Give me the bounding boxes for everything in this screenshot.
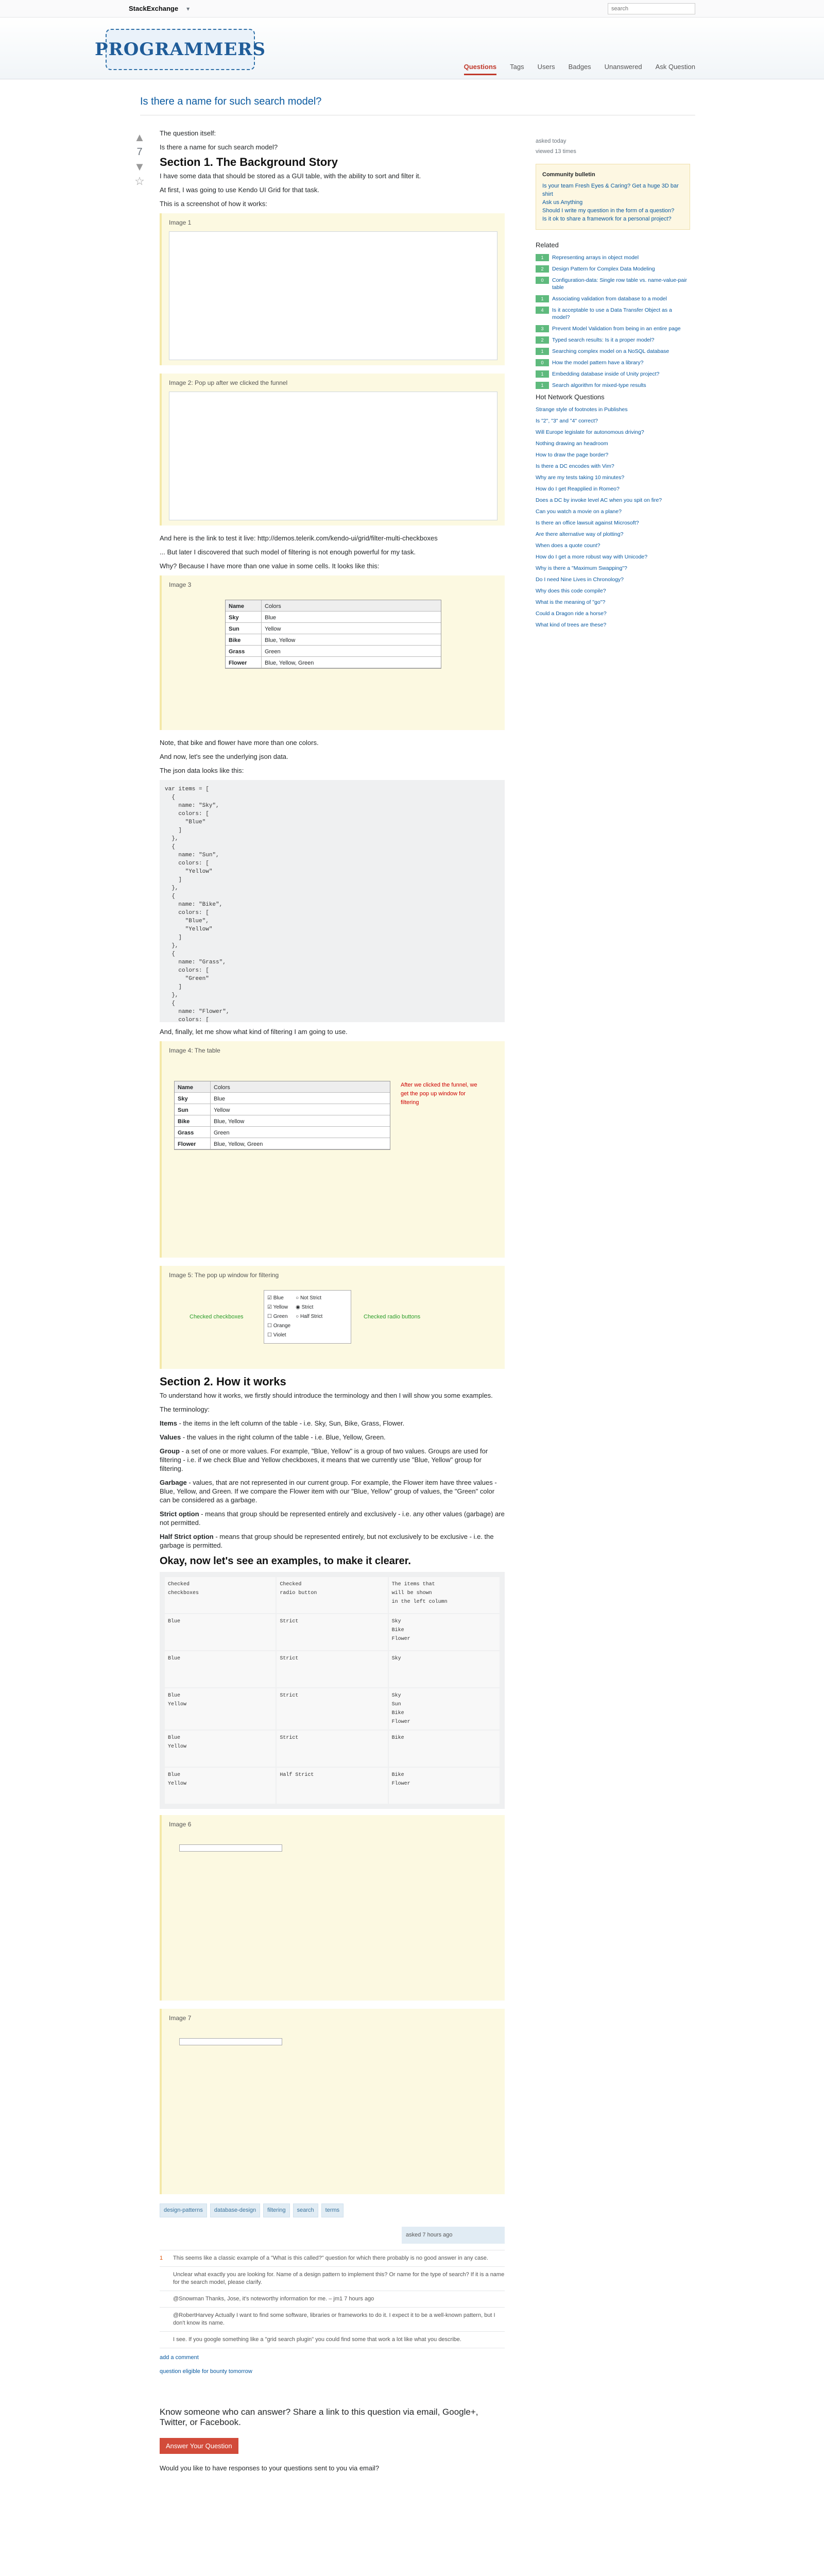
- comment: Unclear what exactly you are looking for. Name of a design pattern to implement this? Or name for the type of search? If it is a name for the search model, please clarify.: [160, 2267, 505, 2291]
- table-cell: Blue Yellow: [165, 1688, 276, 1730]
- table-header: The items that will be shown in the left column: [389, 1577, 500, 1613]
- hot-question[interactable]: Strange style of footnotes in Publishes: [536, 406, 628, 413]
- annotation-note: After we clicked the funnel, we get the pop up window for filtering: [401, 1082, 477, 1106]
- hot-questions-list: [536, 406, 690, 629]
- table-cell: Grass: [226, 646, 262, 656]
- hot-question[interactable]: Why does this code compile?: [536, 588, 606, 594]
- table-cell: Sun: [175, 1104, 211, 1115]
- top-bar: [0, 0, 824, 18]
- image-1-block: [160, 213, 505, 365]
- json-code-block: var items = [ { name: "Sky", colors: [ "Blue" ] }, { name: "Sun", colors: [ "Yellow" ] }, { name: "Bike", colors: [ "Blue", "Yellow" ] }, { name: "Grass", colors: [ "Green" ] }, { name: "Flower", colors: [: [160, 780, 505, 1022]
- filter-popup-example: [179, 2038, 282, 2045]
- radio-half-strict[interactable]: ○ Half Strict: [296, 1314, 323, 1319]
- table-header-colors: Colors: [214, 1084, 230, 1091]
- table-header-colors: Colors: [265, 603, 281, 609]
- main-nav: [464, 63, 695, 75]
- share-prompt: Know someone who can answer? Share a link to this question via email, Google+, Twitter, or Facebook.: [160, 2407, 478, 2427]
- kendo-grid-screenshot: [169, 231, 497, 360]
- table-cell: Sky: [226, 612, 262, 622]
- vote-cell: [129, 129, 150, 190]
- table-cell: Bike: [175, 1115, 211, 1126]
- table-cell: Yellow: [265, 626, 281, 632]
- paragraph: And now, let's see the underlying json data.: [160, 753, 288, 760]
- section-2-heading: Section 2. How it works: [160, 1375, 286, 1388]
- tag[interactable]: filtering: [263, 2204, 289, 2217]
- table-cell: Blue: [214, 1096, 226, 1102]
- paragraph: The terminology:: [160, 1405, 210, 1413]
- table-cell: Grass: [175, 1127, 211, 1138]
- table-cell: Green: [265, 649, 281, 655]
- site-switcher[interactable]: StackExchange: [129, 5, 179, 12]
- section-1-heading: Section 1. The Background Story: [160, 156, 338, 168]
- hot-question[interactable]: Is "2", "3" and "4" correct?: [536, 418, 598, 424]
- comment: @RobertHarvey Actually I want to find some software, libraries or frameworks to do it. I expect it to be a well-known pattern, but I don't know its name.: [160, 2308, 505, 2332]
- vote-count: 7: [136, 146, 143, 158]
- favorite-star-icon[interactable]: ☆: [134, 175, 145, 188]
- image-6-block: [160, 1815, 505, 2001]
- question-body: [160, 129, 505, 2376]
- examples-heading: Okay, now let's see an examples, to make it clearer.: [160, 1555, 411, 1567]
- hot-question[interactable]: Will Europe legislate for autonomous driving?: [536, 429, 644, 435]
- table-cell: Blue Yellow: [165, 1768, 276, 1804]
- filter-popup: [264, 1290, 351, 1344]
- table-cell: Blue, Yellow: [214, 1118, 245, 1125]
- table-cell: Blue, Yellow, Green: [265, 660, 314, 666]
- checkbox-blue[interactable]: ☑ Blue: [267, 1295, 284, 1301]
- site-header: [0, 18, 824, 79]
- intro-question: Is there a name for such search model?: [160, 143, 278, 151]
- table-cell: Sky: [175, 1093, 211, 1104]
- related-item[interactable]: 0 How the model pattern have a library?: [536, 359, 690, 366]
- notify-prompt[interactable]: Would you like to have responses to your questions sent to you via email?: [160, 2464, 380, 2472]
- checked-checkboxes-label: Checked checkboxes: [190, 1313, 244, 1320]
- answer-button[interactable]: Answer Your Question: [160, 2438, 238, 2454]
- table-header-name: Name: [175, 1081, 211, 1092]
- related-item[interactable]: 1 Searching complex model on a NoSQL database: [536, 348, 690, 355]
- hot-question[interactable]: When does a quote count?: [536, 543, 600, 549]
- bounty-notice: question eligible for bounty tomorrow: [160, 2368, 252, 2375]
- image-caption: Image 7: [169, 2014, 192, 2022]
- examples-table: [160, 1572, 505, 1809]
- hot-question[interactable]: Is there an office lawsuit against Microsoft?: [536, 520, 639, 526]
- nav-tags[interactable]: Tags: [510, 63, 524, 71]
- nav-badges[interactable]: Badges: [568, 63, 591, 71]
- paragraph: Why? Because I have more than one value in some cells. It looks like this:: [160, 562, 380, 570]
- radio-strict[interactable]: ◉ Strict: [296, 1304, 314, 1310]
- checkbox-yellow[interactable]: ☑ Yellow: [267, 1304, 288, 1310]
- table-cell: Blue: [165, 1614, 276, 1650]
- checkbox-orange[interactable]: ☐ Orange: [267, 1323, 291, 1329]
- table-header: Checked radio button: [277, 1577, 387, 1613]
- related-item[interactable]: 2 Design Pattern for Complex Data Modeling: [536, 265, 690, 273]
- table-cell: Strict: [277, 1731, 387, 1767]
- image-2-block: [160, 374, 505, 526]
- image-3-block: [160, 575, 505, 730]
- paragraph: This is a screenshot of how it works:: [160, 200, 267, 208]
- owner-card: asked 7 hours ago: [402, 2227, 505, 2244]
- table-cell: Bike: [389, 1731, 500, 1767]
- paragraph: And, finally, let me show what kind of filtering I am going to use.: [160, 1028, 348, 1036]
- question-main: [129, 129, 520, 2472]
- comment: I see. If you google something like a "grid search plugin" you could find some that work a lot like what you describe.: [160, 2332, 505, 2348]
- answer-section: [160, 2407, 505, 2472]
- hot-question[interactable]: How do I get a more robust way with Unicode?: [536, 554, 648, 560]
- community-bulletin: Community bulletin Is your team Fresh Eyes & Caring? Get a huge 3D bar shirt Ask us Anything Should I write my question in the form of a question? Is it ok to share a framework for a personal project?: [536, 164, 690, 230]
- sidebar: [536, 129, 690, 2472]
- table-header: Checked checkboxes: [165, 1577, 276, 1613]
- table-cell: Bike Flower: [389, 1768, 500, 1804]
- nav-users[interactable]: Users: [537, 63, 555, 71]
- hot-question[interactable]: Is there a DC encodes with Vim?: [536, 463, 614, 469]
- paragraph: ... But later I discovered that such model of filtering is not enough powerful for my task.: [160, 548, 416, 556]
- image-caption: Image 3: [169, 581, 192, 588]
- paragraph: Note, that bike and flower have more than one colors.: [160, 739, 319, 747]
- table-cell: Blue: [265, 615, 277, 621]
- kendo-grid-popup-screenshot: [169, 392, 497, 520]
- table-cell: Flower: [226, 657, 262, 668]
- table-cell: Sky Bike Flower: [389, 1614, 500, 1650]
- search-input[interactable]: [608, 3, 695, 14]
- term-definition: Group - a set of one or more values. For example, "Blue, Yellow" is a group of two values. Groups are used for filtering - i.e. if we check Blue and Yellow checkboxes, it means that we currently use "Blue, Yellow" group for filtering.: [160, 1447, 488, 1472]
- related-item[interactable]: 4 Is it acceptable to use a Data Transfer Object as a model?: [536, 307, 690, 321]
- related-item[interactable]: 0 Configuration-data: Single row table vs. name-value-pair table: [536, 277, 690, 291]
- tag[interactable]: terms: [321, 2204, 344, 2217]
- term-definition: Values - the values in the right column of the table - i.e. Blue, Yellow, Green.: [160, 1433, 386, 1441]
- site-logo[interactable]: PROGRAMMERS: [106, 29, 255, 70]
- table-cell: Strict: [277, 1614, 387, 1650]
- image-caption: Image 6: [169, 1821, 192, 1828]
- related-list: [536, 254, 690, 389]
- paragraph: To understand how it works, we firstly should introduce the terminology and then I will show you some examples.: [160, 1392, 493, 1399]
- related-item[interactable]: 1 Associating validation from database to a model: [536, 295, 690, 302]
- paragraph: The json data looks like this:: [160, 767, 244, 774]
- intro-line: The question itself:: [160, 129, 216, 137]
- term-definition: Garbage - values, that are not represented in our current group. For example, the Flower item have three values - Blue, Yellow, and Green. If we compare the Flower item with our "Blue, Yellow" group of values, the "Green" color can be considered as a garbage.: [160, 1479, 497, 1504]
- image-caption: Image 4: The table: [169, 1047, 220, 1054]
- image-caption: Image 5: The pop up window for filtering: [169, 1272, 279, 1279]
- paragraph: I have some data that should be stored as a GUI table, with the ability to sort and filter it.: [160, 172, 421, 180]
- add-comment-link[interactable]: add a comment: [160, 2354, 199, 2361]
- hot-question[interactable]: Why are my tests taking 10 minutes?: [536, 474, 625, 481]
- nav-unanswered[interactable]: Unanswered: [604, 63, 642, 71]
- related-item[interactable]: 1 Search algorithm for mixed-type results: [536, 382, 690, 389]
- related-heading: Related: [536, 241, 559, 249]
- table-cell: Blue, Yellow: [265, 637, 296, 643]
- comment: 1 This seems like a classic example of a "What is this called?" question for which there probably is no good answer in any case.: [160, 2250, 505, 2267]
- nav-questions[interactable]: Questions: [464, 63, 497, 75]
- table-cell: Strict: [277, 1688, 387, 1730]
- tag[interactable]: database-design: [210, 2204, 260, 2217]
- image-caption: Image 1: [169, 219, 192, 226]
- checked-radio-label: Checked radio buttons: [364, 1313, 421, 1320]
- question-title[interactable]: Is there a name for such search model?: [140, 96, 322, 107]
- image-5-block: [160, 1266, 505, 1369]
- table-cell: Bike: [226, 634, 262, 645]
- hot-question[interactable]: What is the meaning of "go"?: [536, 599, 606, 605]
- table-cell: Blue, Yellow, Green: [214, 1141, 263, 1147]
- table-cell: Yellow: [214, 1107, 230, 1113]
- table-cell: Blue: [165, 1651, 276, 1687]
- colors-table-filtered: [174, 1081, 390, 1150]
- related-item[interactable]: 3 Prevent Model Validation from being in an entire page: [536, 325, 690, 332]
- hot-question[interactable]: Nothing drawing an headroom: [536, 440, 608, 447]
- term-definition: Half Strict option - means that group should be represented entirely, but not exclusively to be exclusive - i.e. the garbage is permitted.: [160, 1533, 494, 1549]
- tag-list: [160, 2204, 505, 2217]
- tag[interactable]: search: [293, 2204, 318, 2217]
- tag[interactable]: design-patterns: [160, 2204, 207, 2217]
- table-cell: Half Strict: [277, 1768, 387, 1804]
- image-7-block: [160, 2009, 505, 2194]
- hot-question[interactable]: Are there alternative way of plotting?: [536, 531, 624, 537]
- question-stats: asked today viewed 13 times: [536, 138, 576, 155]
- image-caption: Image 2: Pop up after we clicked the funnel: [169, 379, 288, 386]
- hot-question[interactable]: Could a Dragon ride a horse?: [536, 611, 607, 617]
- related-item[interactable]: 1 Embedding database inside of Unity project?: [536, 370, 690, 378]
- term-definition: Strict option - means that group should be represented entirely and exclusively - i.e. any other values (garbage) are not permitted.: [160, 1510, 505, 1527]
- downvote-icon[interactable]: ▼: [134, 160, 145, 173]
- comments-list: [160, 2250, 505, 2348]
- related-item[interactable]: 1 Representing arrays in object model: [536, 254, 690, 261]
- nav-ask-question[interactable]: Ask Question: [655, 63, 695, 71]
- bulletin-item[interactable]: Ask us Anything: [542, 199, 583, 206]
- table-header-name: Name: [226, 600, 262, 611]
- checkbox-green[interactable]: ☐ Green: [267, 1314, 288, 1319]
- hot-question[interactable]: How to draw the page border?: [536, 452, 609, 458]
- radio-not-strict[interactable]: ○ Not Strict: [296, 1295, 322, 1301]
- bulletin-item[interactable]: Is it ok to share a framework for a personal project?: [542, 216, 672, 222]
- checkbox-violet[interactable]: ☐ Violet: [267, 1332, 286, 1338]
- hot-question[interactable]: Why is there a "Maximum Swapping"?: [536, 565, 627, 571]
- image-4-block: [160, 1041, 505, 1258]
- hot-question[interactable]: Do I need Nine Lives in Chronology?: [536, 577, 624, 583]
- table-cell: Strict: [277, 1651, 387, 1687]
- hot-question[interactable]: What kind of trees are these?: [536, 622, 607, 628]
- table-cell: Flower: [175, 1138, 211, 1149]
- upvote-icon[interactable]: ▲: [134, 131, 145, 144]
- question-header: [140, 96, 695, 115]
- hot-question[interactable]: Can you watch a movie on a plane?: [536, 509, 622, 515]
- filter-popup-example: [179, 1844, 282, 1852]
- table-cell: Blue Yellow: [165, 1731, 276, 1767]
- hot-questions-heading: Hot Network Questions: [536, 393, 605, 401]
- hot-question[interactable]: How do I get Reapplied in Romeo?: [536, 486, 620, 492]
- term-definition: Items - the items in the left column of the table - i.e. Sky, Sun, Bike, Grass, Flower.: [160, 1419, 405, 1427]
- chevron-down-icon[interactable]: ▾: [186, 5, 190, 12]
- bulletin-item[interactable]: Is your team Fresh Eyes & Caring? Get a huge 3D bar shirt: [542, 183, 679, 197]
- paragraph: And here is the link to test it live: http://demos.telerik.com/kendo-ui/grid/filter-multi-checkboxes: [160, 534, 438, 542]
- hot-question[interactable]: Does a DC by invoke level AC when you spit on fire?: [536, 497, 662, 503]
- bulletin-item[interactable]: Should I write my question in the form of a question?: [542, 208, 675, 214]
- colors-table: [225, 600, 441, 669]
- comment: @Snowman Thanks, Jose, it's noteworthy information for me. – jm1 7 hours ago: [160, 2291, 505, 2308]
- table-cell: Green: [214, 1130, 230, 1136]
- table-cell: Sun: [226, 623, 262, 634]
- table-cell: Sky: [389, 1651, 500, 1687]
- paragraph: At first, I was going to use Kendo UI Grid for that task.: [160, 186, 319, 194]
- related-item[interactable]: 2 Typed search results: Is it a proper model?: [536, 336, 690, 344]
- table-cell: Sky Sun Bike Flower: [389, 1688, 500, 1730]
